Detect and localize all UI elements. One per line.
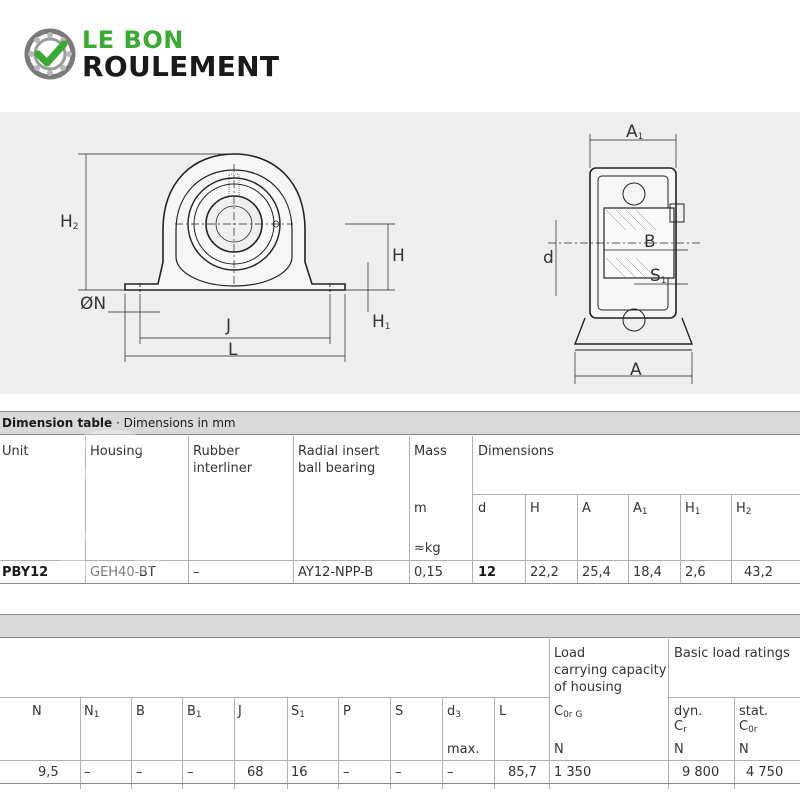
divider [0, 583, 800, 584]
divider [0, 560, 800, 561]
header-d3: $d_3$ [447, 704, 461, 720]
cell-h2: 43,2 [744, 565, 773, 580]
cell-rubber: – [193, 565, 200, 580]
header-radial-1: Radial insert [298, 444, 380, 459]
divider [525, 494, 526, 584]
header-s1: $S_1$ [291, 704, 305, 720]
divider [472, 494, 800, 495]
divider [234, 697, 235, 789]
divider [680, 494, 681, 584]
header-unit: Unit [2, 444, 29, 459]
header-b: B [136, 704, 145, 719]
label-a1: $A_1$ [626, 122, 644, 142]
divider [442, 697, 443, 789]
cell-c0r: 4 750 [746, 765, 784, 780]
divider [668, 697, 800, 698]
header-c0rg: $C_{0r G}$ [554, 704, 583, 720]
divider [85, 436, 86, 584]
header-housing: Housing [90, 444, 143, 459]
header-a1: $A_1$ [633, 501, 648, 517]
header-l: L [499, 704, 507, 719]
label-j: J [226, 316, 232, 336]
header-load-3: of housing [554, 680, 622, 695]
divider [80, 697, 81, 789]
label-n: ØN [80, 294, 107, 314]
header-mass: Mass [414, 444, 447, 459]
brand-name-line1: LE BON [82, 26, 184, 54]
divider [390, 697, 391, 789]
cell-p: – [343, 765, 350, 780]
label-h1: $H_1$ [372, 312, 391, 332]
label-h: H [392, 246, 405, 266]
header-c0r: $C_{0r}$ [739, 719, 758, 735]
dimension-table-title: Dimension table · Dimensions in mm [0, 412, 800, 434]
divider [188, 436, 189, 584]
divider [409, 436, 410, 584]
cell-radial: AY12-NPP-B [298, 565, 374, 580]
brand-name-line2: ROULEMENT [82, 50, 280, 83]
header-h2: $H_2$ [736, 501, 752, 517]
divider [549, 639, 550, 789]
divider [472, 436, 473, 584]
header-unit-n: N [554, 742, 564, 757]
cell-unit: PBY12 [2, 565, 49, 580]
header-rubber-1: Rubber [193, 444, 240, 459]
divider [577, 494, 578, 584]
cell-n1: – [84, 765, 91, 780]
label-b: B [644, 232, 656, 252]
header-dimensions: Dimensions [478, 444, 554, 459]
cell-h: 22,2 [530, 565, 559, 580]
cell-d3: – [447, 765, 454, 780]
label-a: A [630, 360, 642, 380]
table2-header-bar [0, 614, 800, 637]
header-basic-load: Basic load ratings [674, 646, 790, 661]
header-d: d [478, 501, 487, 516]
label-s1: $S_1$ [650, 266, 667, 286]
header-s: S [395, 704, 404, 719]
cell-d: 12 [478, 565, 497, 580]
bearing-check-icon [24, 28, 76, 80]
divider [734, 697, 735, 789]
divider [182, 697, 183, 789]
header-dyn: dyn. [674, 704, 703, 719]
cell-cr: 9 800 [682, 765, 720, 780]
divider [131, 697, 132, 789]
label-d: d [543, 248, 554, 268]
divider [0, 637, 800, 638]
cell-s: – [395, 765, 402, 780]
divider [287, 697, 288, 789]
cell-h1: 2,6 [685, 565, 706, 580]
divider [628, 494, 629, 584]
cell-a1: 18,4 [633, 565, 662, 580]
cell-b1: – [187, 765, 194, 780]
divider [731, 494, 732, 584]
divider [0, 760, 800, 761]
header-n1: $N_1$ [84, 704, 100, 720]
divider [0, 697, 549, 698]
header-cr: $C_r$ [674, 719, 687, 735]
cell-c0rg: 1 350 [554, 765, 592, 780]
header-b1: $B_1$ [187, 704, 202, 720]
divider [338, 697, 339, 789]
label-h2: $H_2$ [60, 212, 79, 232]
header-load-1: Load [554, 646, 586, 661]
header-max: max. [447, 742, 480, 757]
divider [0, 434, 800, 435]
cell-b: – [136, 765, 143, 780]
header-h1: $H_1$ [685, 501, 701, 517]
header-stat: stat. [739, 704, 769, 719]
header-unit-n: N [674, 742, 684, 757]
header-j: J [238, 704, 242, 719]
divider [0, 783, 800, 784]
cell-n: 9,5 [38, 765, 59, 780]
header-radial-2: ball bearing [298, 461, 376, 476]
header-rubber-2: interliner [193, 461, 253, 476]
cell-a: 25,4 [582, 565, 611, 580]
header-n: N [32, 704, 42, 719]
header-unit-n: N [739, 742, 749, 757]
cell-j: 68 [247, 765, 264, 780]
header-m: m [414, 501, 427, 516]
cell-l: 85,7 [508, 765, 537, 780]
cell-mass: 0,15 [414, 565, 443, 580]
header-a: A [582, 501, 591, 516]
header-p: P [343, 704, 351, 719]
cell-s1: 16 [291, 765, 308, 780]
divider [494, 697, 495, 789]
divider [0, 411, 800, 412]
label-l: L [228, 340, 238, 360]
header-load-2: carrying capacity [554, 663, 667, 678]
divider [293, 436, 294, 584]
header-h: H [530, 501, 540, 516]
header-kg: ≈kg [414, 541, 441, 556]
cell-housing: GEH40-BT [90, 565, 156, 580]
divider [668, 639, 669, 789]
